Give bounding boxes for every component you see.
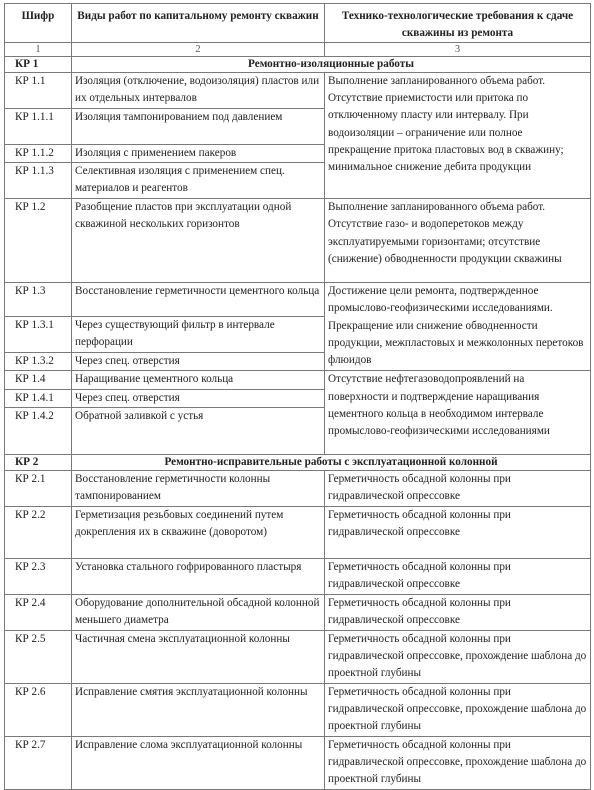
row-work: Установка стального гофрированного пластыря — [72, 558, 325, 594]
row-work: Частичная смена эксплуатационной колонны — [72, 630, 325, 683]
header-work: Виды работ по капитальному ремонту скважин — [72, 4, 325, 43]
row-requirements: Герметичность обсадной колонны при гидравлической опрессовке — [325, 470, 591, 506]
row-work: Через существующий фильтр в интервале перфорации — [72, 317, 325, 353]
table-row — [5, 736, 591, 789]
column-number-row — [5, 43, 591, 57]
row-code: КР 2.2 — [5, 506, 72, 558]
header-code: Шифр — [5, 4, 72, 43]
row-code: КР 1.3 — [5, 283, 72, 317]
section-title: Ремонтно-изоляционные работы — [72, 57, 591, 73]
table-row — [5, 558, 591, 594]
table-row — [5, 630, 591, 683]
repair-requirements-table — [4, 3, 591, 790]
column-number-2: 2 — [72, 43, 325, 57]
section-row-kr1 — [5, 57, 591, 73]
row-code: КР 2.1 — [5, 470, 72, 506]
row-code: КР 1.1.3 — [5, 163, 72, 199]
row-work: Оборудование дополнительной обсадной колонной меньшего диаметра — [72, 594, 325, 630]
table-row — [5, 470, 591, 506]
row-code: КР 2.4 — [5, 594, 72, 630]
row-requirements: Достижение цели ремонта, подтвержденное промыслово-геофизическими исследованиями. Прекращение или снижение обводненности продукции, межпластовых и межколонных перетоков флюидов — [325, 283, 591, 371]
row-code: КР 2.5 — [5, 630, 72, 683]
row-work: Изоляция тампонированием под давлением — [72, 109, 325, 145]
row-code: КР 1.1 — [5, 73, 72, 109]
row-code: КР 1.3.1 — [5, 317, 72, 353]
row-requirements: Герметичность обсадной колонны при гидравлической опрессовке, прохождение шаблона до проектной глубины — [325, 683, 591, 736]
row-requirements: Герметичность обсадной колонны при гидравлической опрессовке — [325, 506, 591, 558]
row-code: КР 2.7 — [5, 736, 72, 789]
row-work: Селективная изоляция с применением спец. материалов и реагентов — [72, 163, 325, 199]
table-row — [5, 594, 591, 630]
section-title: Ремонтно-исправительные работы с эксплуатационной колонной — [72, 454, 591, 470]
row-code: КР 1.4 — [5, 371, 72, 389]
row-code: КР 2.3 — [5, 558, 72, 594]
column-number-3: 3 — [325, 43, 591, 57]
row-work: Восстановление герметичности колонны тампонированием — [72, 470, 325, 506]
row-code: КР 1.4.1 — [5, 389, 72, 407]
header-row — [5, 4, 591, 43]
row-work: Изоляция с применением пакеров — [72, 145, 325, 163]
row-code: КР 2.6 — [5, 683, 72, 736]
row-work: Исправление смятия эксплуатационной колонны — [72, 683, 325, 736]
row-work: Исправление слома эксплуатационной колонны — [72, 736, 325, 789]
row-requirements: Герметичность обсадной колонны при гидравлической опрессовке — [325, 594, 591, 630]
table-row — [5, 683, 591, 736]
row-requirements: Отсутствие нефтегазоводопроявлений на поверхности и подтверждение наращивания цементного кольца в необходимом интервале промыслово-геофизическими исследованиями — [325, 371, 591, 454]
row-code: КР 1.1.1 — [5, 109, 72, 145]
row-code: КР 1.2 — [5, 199, 72, 283]
row-requirements: Герметичность обсадной колонны при гидравлической опрессовке, прохождение шаблона до проектной глубины — [325, 736, 591, 789]
table-row — [5, 506, 591, 558]
section-code: КР 1 — [5, 57, 72, 73]
row-requirements: Выполнение запланированного объема работ. Отсутствие приемистости или притока по отключенному пласту или интервалу. При водоизоляции – ограничение или полное прекращение притока пластовых вод в скважину; минимальное снижение дебита продукции — [325, 73, 591, 199]
row-work: Изоляция (отключение, водоизоляция) пластов или их отдельных интервалов — [72, 73, 325, 109]
row-code: КР 1.3.2 — [5, 353, 72, 371]
table-row — [5, 199, 591, 283]
table-row — [5, 283, 591, 317]
row-work: Разобщение пластов при эксплуатации одной скважиной нескольких горизонтов — [72, 199, 325, 283]
header-req: Технико-технологические требования к сдаче скважины из ремонта — [325, 4, 591, 43]
row-requirements: Выполнение запланированного объема работ. Отсутствие газо- и водоперетоков между эксплуатируемыми горизонтами; отсутствие (снижение) обводненности продукции скважины — [325, 199, 591, 283]
table-row — [5, 73, 591, 109]
section-code: КР 2 — [5, 454, 72, 470]
section-row-kr2 — [5, 454, 591, 470]
row-requirements: Герметичность обсадной колонны при гидравлической опрессовке — [325, 558, 591, 594]
table-row — [5, 371, 591, 389]
row-work: Обратной заливкой с устья — [72, 407, 325, 454]
column-number-1: 1 — [5, 43, 72, 57]
row-work: Через спец. отверстия — [72, 353, 325, 371]
row-requirements: Герметичность обсадной колонны при гидравлической опрессовке, прохождение шаблона до проектной глубины — [325, 630, 591, 683]
row-work: Герметизация резьбовых соединений путем докрепления их в скважине (доворотом) — [72, 506, 325, 558]
row-code: КР 1.4.2 — [5, 407, 72, 454]
row-work: Через спец. отверстия — [72, 389, 325, 407]
row-work: Восстановление герметичности цементного кольца — [72, 283, 325, 317]
row-work: Наращивание цементного кольца — [72, 371, 325, 389]
row-code: КР 1.1.2 — [5, 145, 72, 163]
